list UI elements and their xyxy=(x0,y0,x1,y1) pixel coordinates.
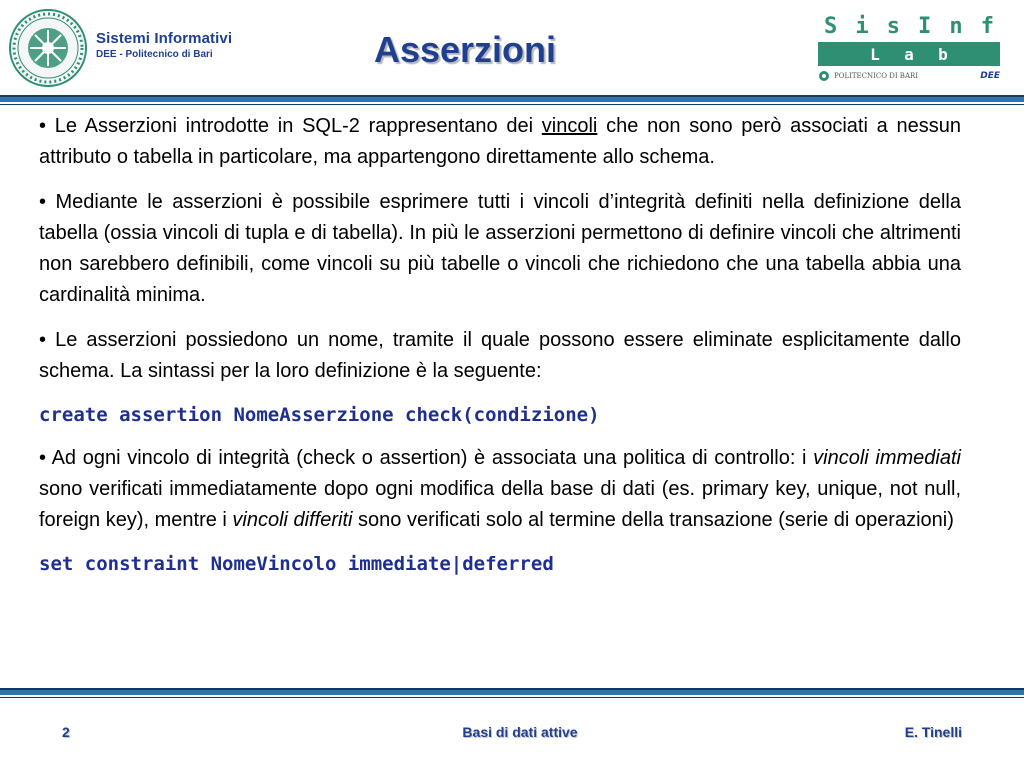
paragraph-text: che non sono però associati a nessun attributo o tabella in particolare, ma appartengono direttamente allo schema. xyxy=(39,115,961,168)
lab-logo-letters xyxy=(818,14,1000,40)
lab-letter: s xyxy=(886,14,900,39)
lab-logo-band xyxy=(818,42,1000,66)
footer-divider-thin xyxy=(0,697,1024,698)
lab-letter: S xyxy=(824,14,838,39)
lab-logo-footer xyxy=(818,68,1000,84)
lab-letter: f xyxy=(980,14,994,39)
paragraph-1 xyxy=(39,111,961,173)
university-seal-icon xyxy=(8,8,88,88)
gear-icon xyxy=(818,70,830,82)
paragraph-text: sono verificati solo al termine della transazione (serie di operazioni) xyxy=(352,509,954,531)
brand-name: Sistemi Informativi xyxy=(96,30,233,47)
bullet: • xyxy=(39,115,47,137)
bullet: • xyxy=(39,447,47,469)
slide-title: Asserzioni xyxy=(373,29,557,70)
brand-block xyxy=(96,30,232,61)
code-set-constraint: set constraint NomeVincolo immediate|deferred xyxy=(39,553,554,575)
paragraph-text: sono verificati immediatamente dopo ogni modifica della base di dati (es. primary key, unique, not null, foreign key), mentre i xyxy=(39,478,961,531)
footer-divider xyxy=(0,688,1024,695)
lab-foot-dee: DEE xyxy=(980,71,1000,81)
paragraph-3 xyxy=(39,325,961,387)
slide-footer xyxy=(0,722,1024,746)
lab-letter: n xyxy=(949,14,963,39)
paragraph-text: Le Asserzioni introdotte in SQL-2 rappresentano dei xyxy=(46,115,542,137)
lab-letter: i xyxy=(855,14,869,39)
paragraph-2 xyxy=(39,187,961,311)
lab-letter: I xyxy=(918,14,932,39)
italic-term: vincoli immediati xyxy=(813,447,961,469)
underlined-term: vincoli xyxy=(541,115,598,137)
brand-subtitle: DEE - Politecnico di Bari xyxy=(96,49,213,60)
slide-header xyxy=(0,0,1024,95)
page-number: 2 xyxy=(62,724,70,740)
italic-term: vincoli differiti xyxy=(232,509,353,531)
paragraph-text: Mediante le asserzioni è possibile esprimere tutti i vincoli d’integrità definiti nella definizione della tabella (ossia vincoli di tupla e di tabella). In più le asserzioni permettono di definire vincoli che altrimenti non sarebbero definibili, come vincoli su più tabelle o vincoli che richiedono che una tabella abbia una cardinalità minima. xyxy=(39,191,961,306)
paragraph-text: Ad ogni vincolo di integrità (check o assertion) è associata una politica di controllo: i xyxy=(46,447,814,469)
header-divider xyxy=(0,95,1024,102)
author-name: E. Tinelli xyxy=(904,724,962,740)
bullet: • xyxy=(39,329,47,351)
lab-band-letter: b xyxy=(938,44,948,64)
sisinf-lab-logo xyxy=(818,14,1000,86)
paragraph-text: Le asserzioni possiedono un nome, tramite il quale possono essere eliminate esplicitamente dallo schema. La sintassi per la loro definizione è la seguente: xyxy=(39,329,961,382)
lab-band-letter: a xyxy=(904,44,914,64)
header-divider-thin xyxy=(0,104,1024,105)
bullet: • xyxy=(39,191,47,213)
lab-band-letter: L xyxy=(870,44,880,64)
slide-body xyxy=(39,111,961,592)
course-title: Basi di dati attive xyxy=(462,724,578,740)
code-create-assertion: create assertion NomeAsserzione check(condizione) xyxy=(39,404,600,426)
lab-foot-text: POLITECNICO DI BARI xyxy=(834,72,919,80)
paragraph-4 xyxy=(39,443,961,536)
